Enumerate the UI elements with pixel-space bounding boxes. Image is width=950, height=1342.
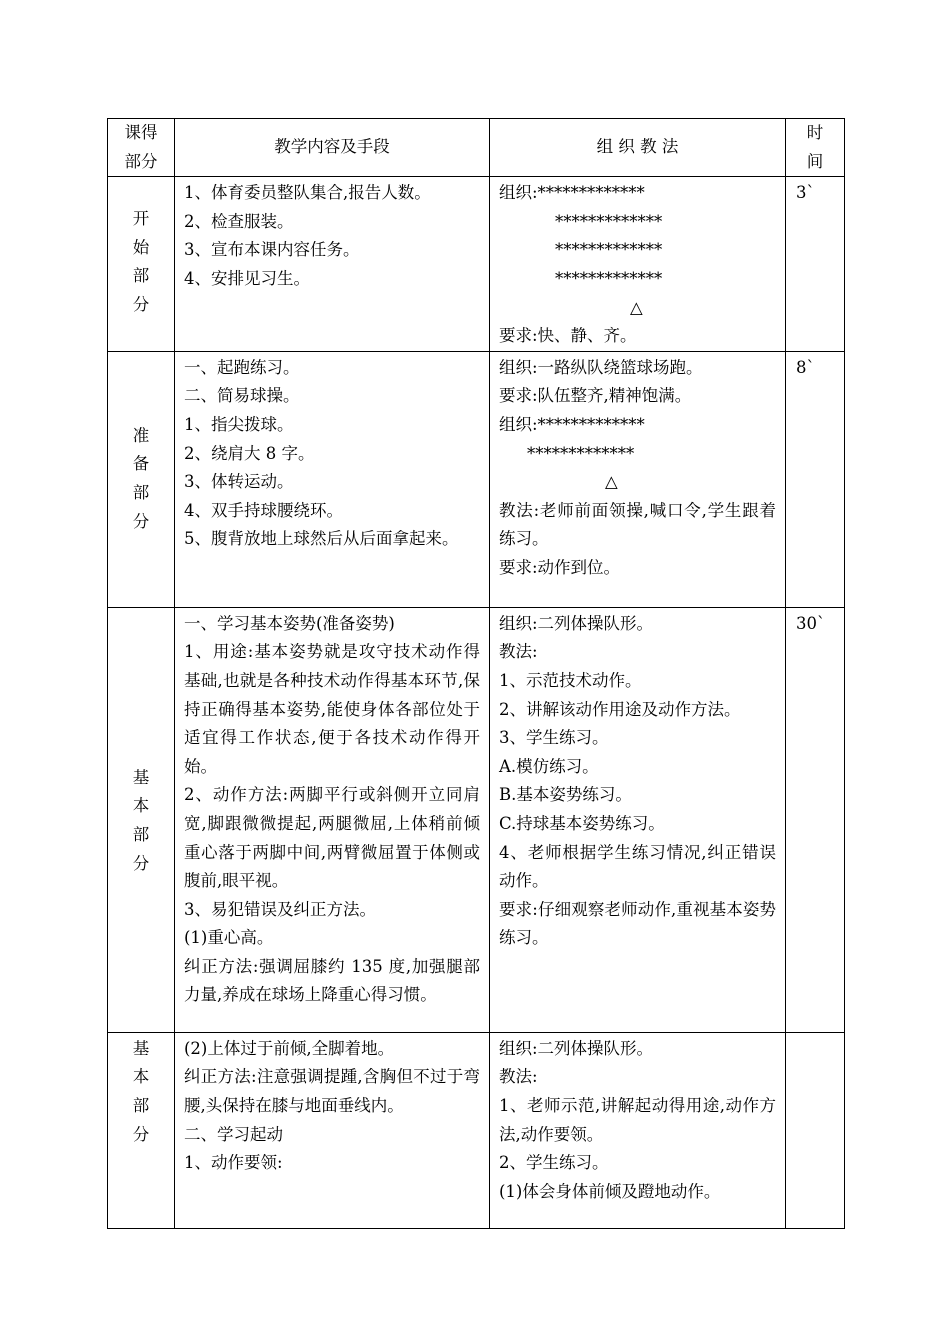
content-line: 4、安排见习生。 [184,268,310,288]
table-row [108,607,845,1032]
org-cell [490,177,786,352]
content-line: 3、宣布本课内容任务。 [184,240,360,260]
org-line: 教法:老师前面领操,喊口令,学生跟着练习。 [499,500,776,549]
org-line: 组织:二列体操队形。 [499,1038,654,1058]
header-content-cell [175,119,490,177]
content-line: 3、易犯错误及纠正方法。 [184,899,376,919]
content-line: 2、检查服装。 [184,211,294,231]
header-time-line-1: 时 [806,123,824,142]
content-cell [175,177,490,352]
content-line: 4、双手持球腰绕环。 [184,500,343,520]
content-line: 纠正方法:注意强调提踵,含胸但不过于弯腰,头保持在膝与地面垂线内。 [184,1067,480,1115]
org-line: 要求:仔细观察老师动作,重视基本姿势练习。 [499,899,776,948]
org-line: 组织:二列体操队形。 [499,613,654,633]
org-line: C.持球基本姿势练习。 [499,813,665,833]
time-cell [786,607,845,1032]
header-section-line-2: 部分 [124,151,158,171]
org-line: B.基本姿势练习。 [499,785,632,805]
time-value: 8` [796,357,815,377]
org-line: (1)体会身体前倾及蹬地动作。 [499,1181,721,1201]
section-label: 准备部分 [132,425,150,531]
section-label: 基本部分 [132,767,150,873]
section-label: 基本部分 [132,1038,150,1144]
formation-stars: ************* [527,443,635,463]
org-line: 3、学生练习。 [499,728,609,748]
content-line: 1、用途:基本姿势就是攻守技术动作得基础,也就是各种技术动作得基本环节,保持正确得基本姿势,能使身体各部位处于适宜得工作状态,便于各技术动作得开始。 [184,642,480,776]
content-line: 二、学习起动 [184,1124,283,1144]
table-row [108,351,845,607]
org-line: 教法: [499,642,538,662]
teacher-triangle-icon: △ [630,297,643,317]
content-cell [175,607,490,1032]
time-cell [786,351,845,607]
org-line: 2、学生练习。 [499,1153,609,1173]
org-line: 教法: [499,1067,538,1087]
section-cell [108,351,175,607]
section-cell [108,177,175,352]
org-cell [490,607,786,1032]
org-cell [490,351,786,607]
content-cell [175,1032,490,1228]
org-line: 要求:动作到位。 [499,557,621,577]
org-line: 1、老师示范,讲解起动得用途,动作方法,动作要领。 [499,1095,776,1144]
content-line: 一、起跑练习。 [184,357,300,377]
content-line: 纠正方法:强调屈膝约 135 度,加强腿部力量,养成在球场上降重心得习惯。 [184,956,480,1005]
header-org-cell [490,119,786,177]
content-line: 5、腹背放地上球然后从后面拿起来。 [184,529,459,549]
formation-stars: ************* [555,268,663,288]
table-row [108,1032,845,1228]
time-cell [786,177,845,352]
org-line: 4、老师根据学生练习情况,纠正错误动作。 [499,842,776,891]
header-row [108,119,845,177]
header-content-label: 教学内容及手段 [274,137,390,157]
lesson-plan-table [107,118,845,1229]
header-section-line-1: 课得 [124,123,158,142]
time-value: 30` [796,613,826,633]
content-line: 二、简易球操。 [184,386,300,406]
formation-stars: ************* [555,211,663,231]
content-cell [175,351,490,607]
org-cell [490,1032,786,1228]
section-cell [108,607,175,1032]
teacher-triangle-icon: △ [605,472,618,492]
time-value: 3` [796,183,815,203]
org-line: A.模仿练习。 [499,756,599,776]
org-line: 1、示范技术动作。 [499,670,642,690]
header-section-cell [108,119,175,177]
content-line: 2、绕肩大 8 字。 [184,443,315,463]
content-line: 3、体转运动。 [184,472,294,492]
org-line: 要求:队伍整齐,精神饱满。 [499,386,692,406]
time-cell [786,1032,845,1228]
content-line: 1、指尖拨球。 [184,414,294,434]
formation-stars: ************* [555,240,663,260]
header-org-label: 组 织 教 法 [596,137,679,157]
content-line: 1、动作要领: [184,1153,283,1173]
org-line: 组织:一路纵队绕篮球场跑。 [499,357,703,377]
content-line: (2)上体过于前倾,全脚着地。 [184,1038,395,1058]
org-line: 组织:************* [499,414,645,434]
content-line: 1、体育委员整队集合,报告人数。 [184,183,431,203]
content-line: 一、学习基本姿势(准备姿势) [184,613,395,633]
org-line: 组织:************* [499,183,645,203]
header-time-line-2: 间 [806,151,824,171]
table-row [108,177,845,352]
header-time-cell [786,119,845,177]
section-cell [108,1032,175,1228]
content-line: (1)重心高。 [184,928,274,948]
org-line: 2、讲解该动作用途及动作方法。 [499,699,741,719]
org-line: 要求:快、静、齐。 [499,326,637,346]
content-line: 2、动作方法:两脚平行或斜侧开立同肩宽,脚跟微微提起,两腿微屈,上体稍前倾重心落于两脚中间,两臂微屈置于体侧或腹前,眼平视。 [184,785,480,891]
section-label: 开始部分 [132,209,150,314]
